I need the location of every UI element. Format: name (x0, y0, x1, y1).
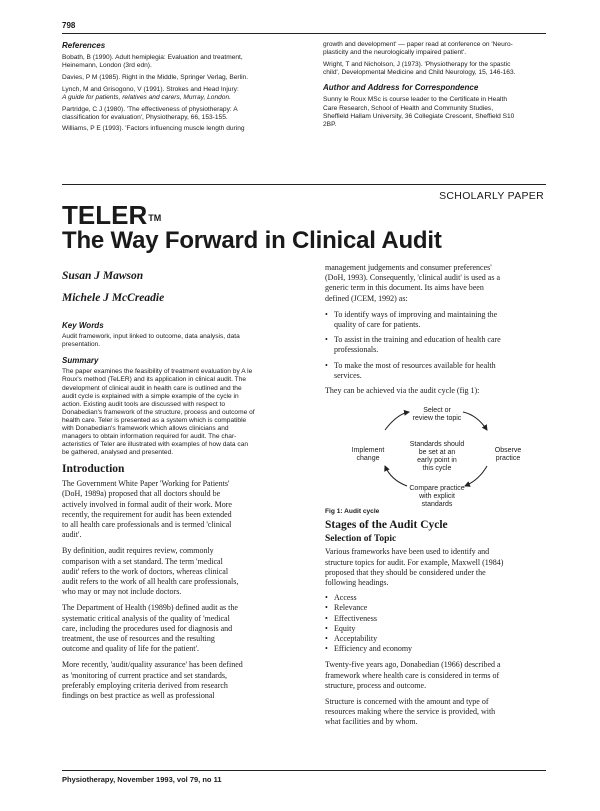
summary-heading: Summary (62, 356, 99, 366)
author-name: Susan J Mawson (62, 270, 144, 282)
list-item: • To assist in the training and education of health care professionals. (325, 335, 549, 355)
paragraph: By definition, audit requires review, commonly comparison with a set standard. The term 'medical audit' refers to the work of doctors, whereas clinical audit refers to the work of all health care professionals, who may or may not include doctors. (62, 546, 239, 597)
section-label: SCHOLARLY PAPER (439, 190, 544, 202)
list-item: • Effectiveness (325, 614, 549, 624)
cycle-intro: They can be achieved via the audit cycle (fig 1): (325, 386, 480, 396)
reference-item: Bobath, B (1990). Adult hemiplegia: Evaluation and treatment, Heinemann, London (3rd edn). (62, 54, 243, 70)
cycle-step-select-topic: Select or review the topic (412, 407, 462, 422)
list-item: • To make the most of resources available for health services. (325, 361, 549, 381)
reference-item: Williams, P E (1993). 'Factors influencing muscle length during (62, 125, 245, 133)
reference-item: growth and development' — paper read at conference on 'Neuro- plasticity and the neurologically impaired patient'. (323, 41, 513, 57)
selection-subheading: Selection of Topic (325, 534, 397, 545)
author-name: Michele J McCreadie (62, 292, 165, 304)
stages-section (325, 520, 549, 728)
title-subtitle: The Way Forward in Clinical Audit (62, 227, 442, 254)
cycle-center-note: Standards should be set at an early point in this cycle (409, 441, 465, 472)
aims-list (325, 310, 549, 381)
journal-footer: Physiotherapy, November 1993, vol 79, no 11 (62, 775, 222, 784)
list-item: • Equity (325, 624, 549, 634)
stages-heading: Stages of the Audit Cycle (325, 519, 448, 531)
reference-item: Partridge, C J (1980). 'The effectiveness of physiotherapy: A classification for evaluation', Physiotherapy, 66, 153-155. (62, 105, 238, 121)
audit-cycle-figure (325, 402, 549, 518)
list-item: • Access (325, 593, 549, 603)
right-column-intro: management judgements and consumer preferences' (DoH, 1993). Consequently, 'clinical audit' is used as a generic term in this document. Its aims have been defined (JCEM, 1992) as: • To identify ways of improving and maintaining the quality of care for patients. • To assist in the training and education of health care professionals. • To make the most of resources available for health services. They can be achieved via the audit cycle (fig 1): (325, 263, 549, 396)
correspondence-text: Sunny le Roux MSc is course leader to the Certificate in Health Care Research, School of Health and Community Studies, Sheffield Hallam University, 36 Collegiate Crescent, Sheffield S10 2BP. (323, 96, 515, 128)
paragraph: Twenty-five years ago, Donabedian (1966) described a framework where health care is considered in terms of structure, process and outcome. (325, 660, 501, 690)
list-item: • To identify ways of improving and maintaining the quality of care for patients. (325, 310, 549, 330)
introduction-section (62, 464, 312, 707)
top-rule (62, 33, 546, 34)
list-item: • Acceptability (325, 634, 549, 644)
references-right (323, 41, 549, 133)
reference-item: Lynch, M and Grisogono, V (1991). Strokes and Head Injury: A guide for patients, relatives and carers, Murray, London. (62, 85, 239, 101)
article-title (62, 202, 442, 254)
maxwell-headings-list (325, 593, 549, 654)
title-teler: TELER (62, 200, 148, 230)
authors (62, 265, 164, 309)
paragraph: The Department of Health (1989b) defined audit as the systematic critical analysis of the quality of 'medical care, including the procedures used for diagnosis and treatment, the use of resources and the resulting outcome and quality of life for the patient'. (62, 603, 238, 654)
list-item: • Relevance (325, 603, 549, 613)
references-left (62, 41, 312, 137)
paragraph: More recently, 'audit/quality assurance' has been defined as 'monitoring of current practice and set standards, preferably employing criteria derived from research findings on best practice as well as professional (62, 660, 243, 701)
cycle-step-implement-change: Implement change (351, 447, 385, 462)
paragraph: The Government White Paper 'Working for Patients' (DoH, 1989a) proposed that all doctors should be actively involved in formal audit of their work. More recently, the requirement for audit has been extended to all health care professionals and is termed 'clinical audit'. (62, 479, 232, 540)
keywords-text: Audit framework, input linked to outcome, data analysis, data presentation. (62, 333, 240, 349)
footer-rule (62, 770, 546, 771)
trademark-symbol: TM (148, 213, 162, 223)
mid-rule (62, 184, 546, 185)
references-heading: References (62, 41, 106, 50)
introduction-heading: Introduction (62, 463, 125, 475)
paragraph: Various frameworks have been used to identify and structure topics for audit. For example, Maxwell (1984) proposed that they should be considered under the following headings. (325, 547, 504, 588)
paragraph: Structure is concerned with the amount and type of resources making where the service is provided, with what facilities and by whom. (325, 697, 496, 727)
reference-item: Davies, P M (1985). Right in the Middle, Springer Verlag, Berlin. (62, 73, 249, 81)
list-item: • Efficiency and economy (325, 644, 549, 654)
figure-caption: Fig 1: Audit cycle (325, 508, 380, 515)
summary-text: The paper examines the feasibility of treatment evaluation by A le Roux's method (TeLER) and its application in clinical audit. The development of clinical audit in health care is outlined and the audit cycle is explained with a simple example of the cycle in action. Existing audit tools are discussed with respect to Donabedian's framework of the structure, process and outcome of health care. Teler is presented as a system which is compatible with Donabedian's framework which allows clinicians and managers to obtain information required for audit. The char- acteristics of Teler are illustrated with examples of how data can be gathered, analysed and presented. (62, 368, 255, 457)
page-number: 798 (62, 21, 76, 30)
correspondence-heading: Author and Address for Correspondence (323, 83, 479, 93)
cycle-step-observe-practice: Observe practice (494, 447, 522, 462)
reference-item: Wright, T and Nicholson, J (1973). 'Physiotherapy for the spastic child', Developmental Medicine and Child Neurology, 15, 146-163. (323, 60, 516, 77)
cycle-step-compare-practice: Compare practice with explicit standards (409, 485, 465, 508)
abstract-block (62, 322, 312, 457)
keywords-heading: Key Words (62, 321, 104, 330)
